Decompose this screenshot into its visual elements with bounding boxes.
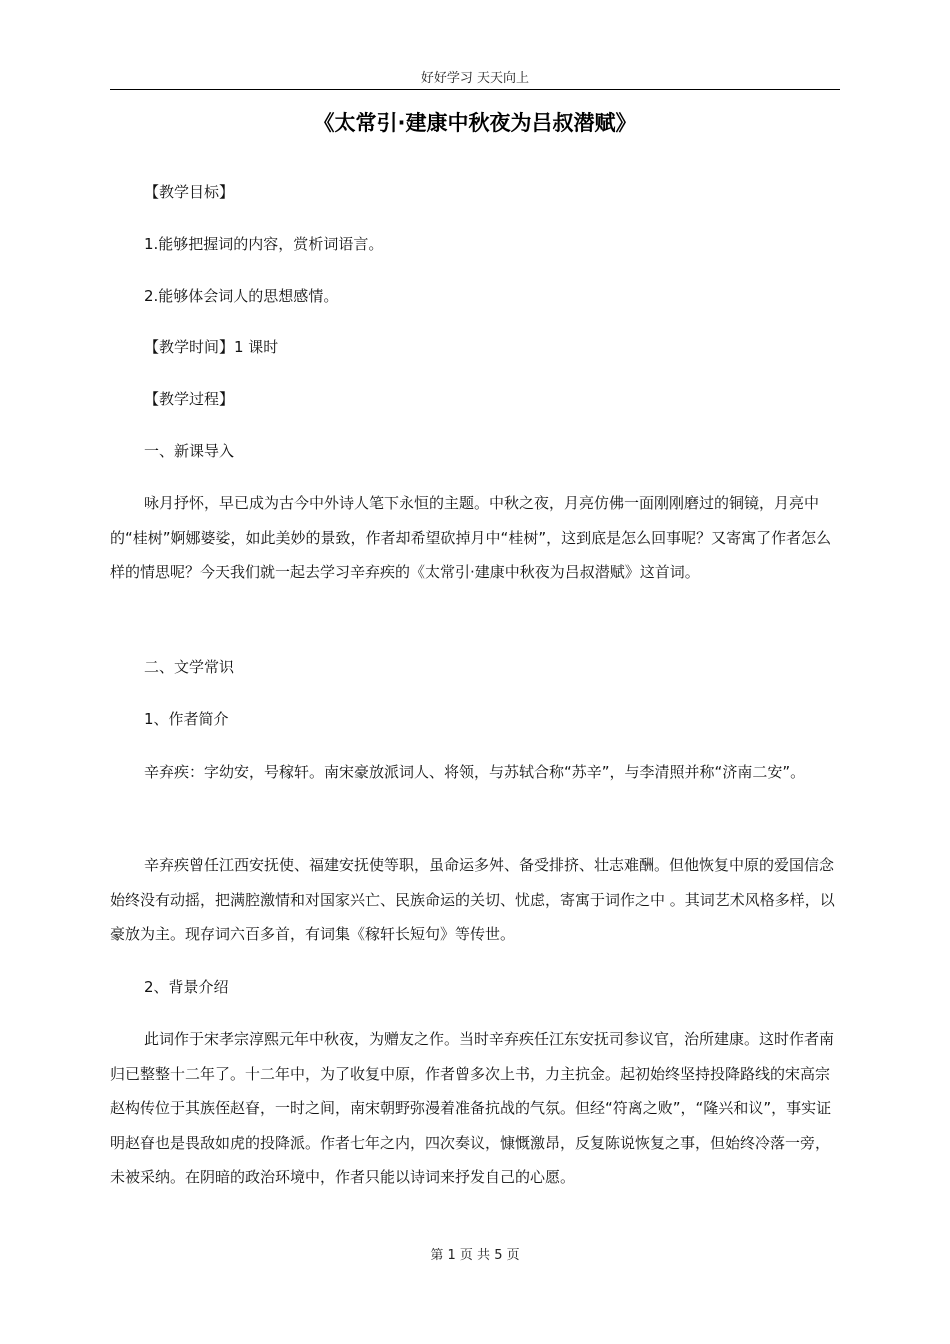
subheading-literary-knowledge: 二、文学常识 [144,658,235,676]
objective-item-2: 2.能够体会词人的思想感情。 [144,287,339,305]
page-header: 好好学习 天天向上 [420,71,530,86]
paragraph-background: 此词作于宋孝宗淳熙元年中秋夜，为赠友之作。当时辛弃疾任江东安抚司参议官，治所建康。这时作者南归已整整十二年了。十二年中，为了收复中原，作者曾多次上书，力主抗金。起初始终坚持投降路线的宋高宗赵构传位于其族侄赵眘，一时之间，南宋朝野弥漫着准备抗战的气氛。但经“符离之败”，“隆兴和议”，事实证明赵眘也是畏敌如虎的投降派。作者七年之内，四次奏议，慷慨激昂，反复陈说恢复之事，但始终冷落一旁，未被采纳。在阴暗的政治环境中，作者只能以诗词来抒发自己的心愿。 [110,1030,835,1186]
document-title: 《太常引·建康中秋夜为吕叔潜赋》 [313,111,637,135]
objective-item-1: 1.能够把握词的内容，赏析词语言。 [144,235,384,253]
paragraph-introduction: 咏月抒怀，早已成为古今中外诗人笔下永恒的主题。中秋之夜，月亮仿佛一面刚刚磨过的铜镜，月亮中的“桂树”婀娜婆娑，如此美妙的景致，作者却希望砍掉月中“桂树”，这到底是怎么回事呢？又寄寓了作者怎么样的情思呢？今天我们就一起去学习辛弃疾的《太常引·建康中秋夜为吕叔潜赋》这首词。 [110,494,832,581]
paragraph-author-career: 辛弃疾曾任江西安抚使、福建安抚使等职，虽命运多舛、备受排挤、壮志难酬。但他恢复中原的爱国信念始终没有动摇，把满腔激情和对国家兴亡、民族命运的关切、忧虑，寄寓于词作之中 。其词艺术风格多样，以豪放为主。现存词六百多首，有词集《稼轩长短句》等传世。 [110,856,835,943]
paragraph-author-intro: 辛弃疾：字幼安，号稼轩。南宋豪放派词人、将领，与苏轼合称“苏辛”，与李清照并称“济南二安”。 [144,763,806,781]
section-heading-time: 【教学时间】1 课时 [144,338,279,356]
subheading-author-profile: 1、作者简介 [144,710,229,728]
subheading-introduction: 一、新课导入 [144,442,235,460]
header-divider [110,89,840,90]
page-footer: 第 1 页 共 5 页 [430,1248,520,1263]
subheading-background: 2、背景介绍 [144,978,229,996]
section-heading-process: 【教学过程】 [144,390,235,408]
section-heading-objectives: 【教学目标】 [144,183,235,201]
